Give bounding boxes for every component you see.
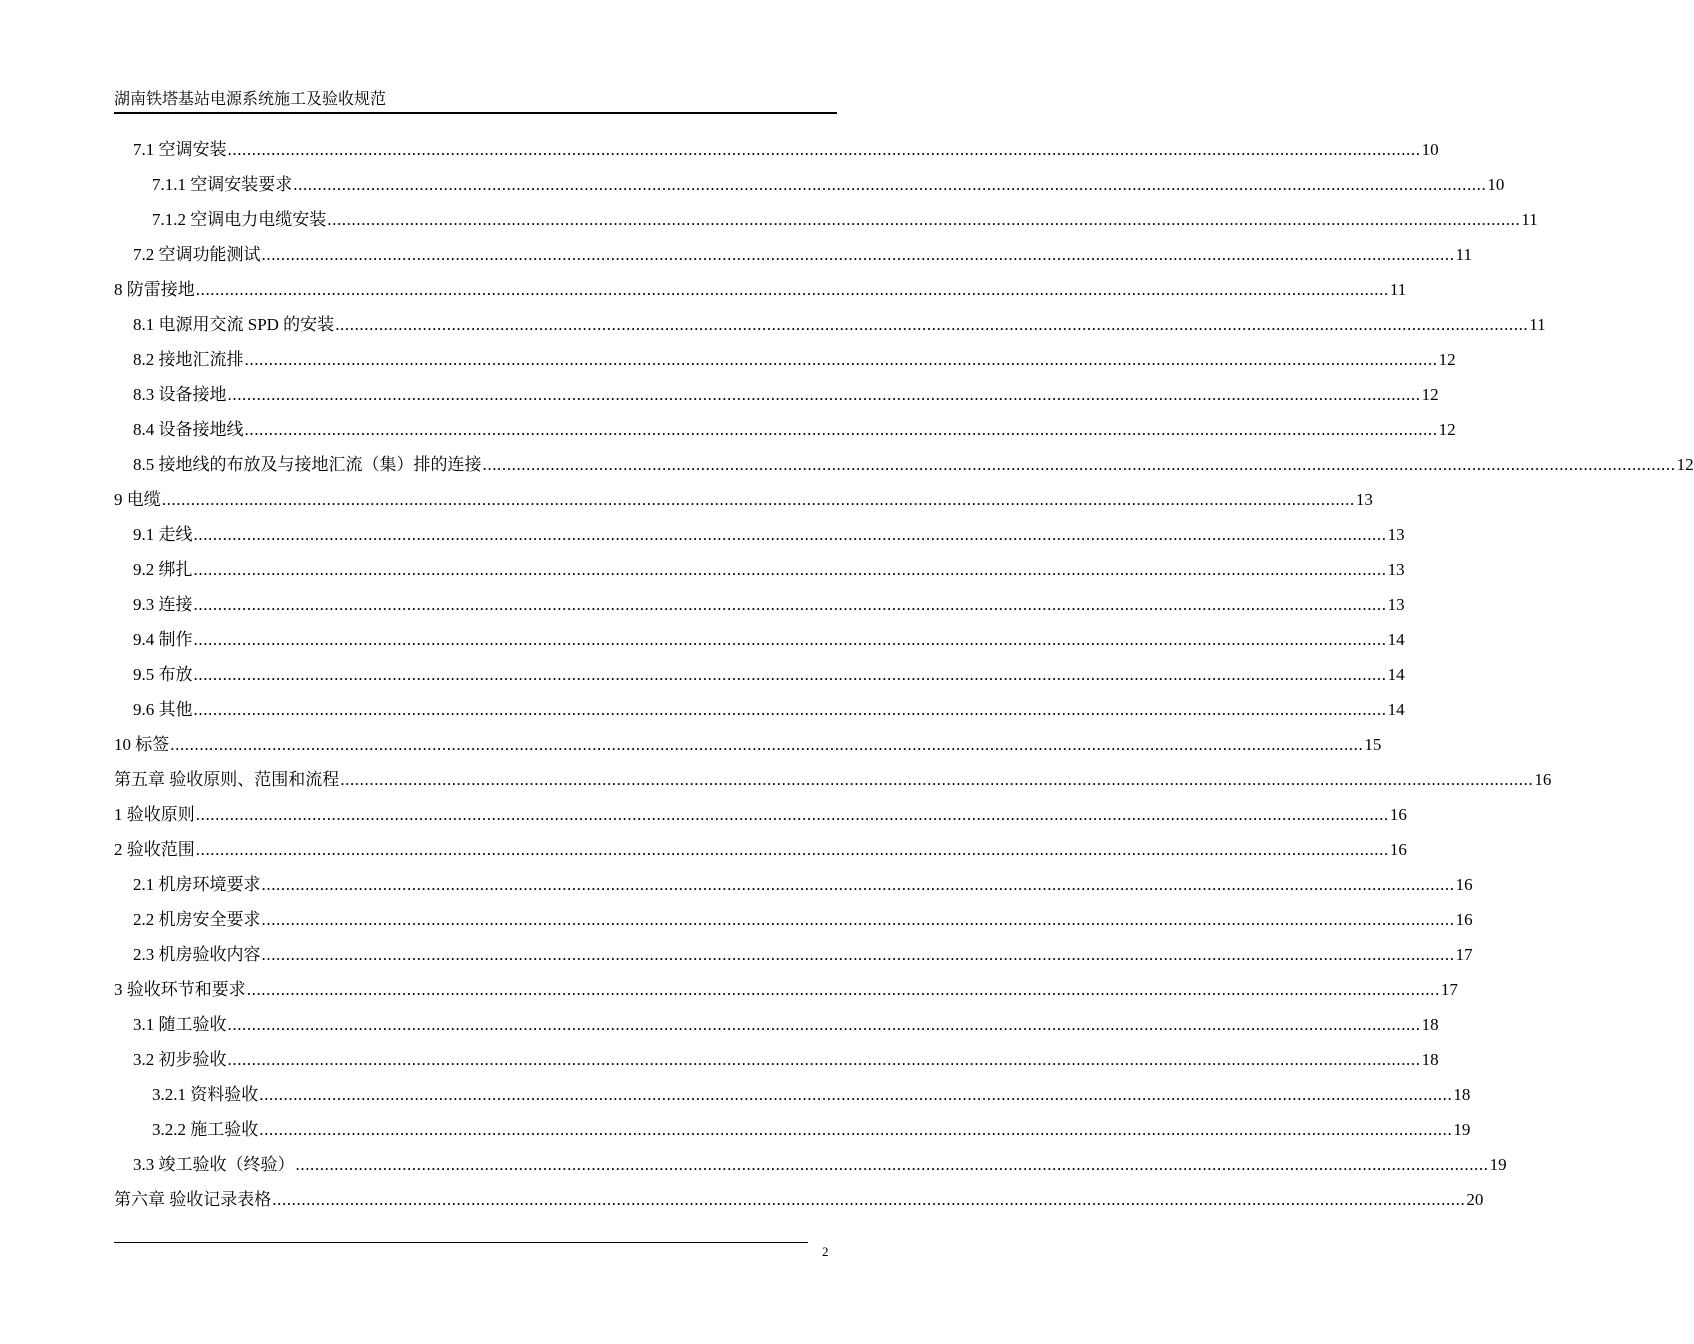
toc-entry-page: 10 <box>1421 140 1439 159</box>
toc-entry-page: 17 <box>1440 980 1458 999</box>
toc-leader-dots: ...................................................................................................................................................................................................................................................... <box>244 350 1438 369</box>
toc-entry[interactable] <box>114 972 1458 1007</box>
toc-entry-title: 7.1 空调安装 <box>133 140 227 159</box>
toc-entry-page: 11 <box>1521 210 1538 229</box>
toc-leader-dots: ...................................................................................................................................................................................................................................................... <box>227 1015 1421 1034</box>
toc-entry[interactable] <box>114 1077 1471 1112</box>
toc-entry-page: 12 <box>1676 455 1694 474</box>
toc-entry-title: 2.2 机房安全要求 <box>133 910 261 929</box>
toc-entry-page: 10 <box>1487 175 1505 194</box>
toc-entry-page: 14 <box>1387 665 1405 684</box>
toc-entry-title: 8.2 接地汇流排 <box>133 350 244 369</box>
toc-entry[interactable] <box>114 1147 1507 1182</box>
toc-entry[interactable] <box>114 1112 1471 1147</box>
toc-leader-dots: ...................................................................................................................................................................................................................................................... <box>193 560 1387 579</box>
toc-entry-title: 3.1 随工验收 <box>133 1015 227 1034</box>
toc-entry-title: 8.5 接地线的布放及与接地汇流（集）排的连接 <box>133 455 482 474</box>
toc-leader-dots: ...................................................................................................................................................................................................................................................... <box>193 525 1387 544</box>
toc-leader-dots: ...................................................................................................................................................................................................................................................... <box>261 945 1455 964</box>
toc-leader-dots: ...................................................................................................................................................................................................................................................... <box>327 210 1521 229</box>
toc-entry[interactable] <box>114 762 1552 797</box>
toc-leader-dots: ...................................................................................................................................................................................................................................................... <box>261 875 1455 894</box>
toc-entry[interactable] <box>114 272 1407 307</box>
toc-entry-title: 7.1.1 空调安装要求 <box>152 175 293 194</box>
toc-entry-page: 17 <box>1455 945 1473 964</box>
toc-entry[interactable] <box>114 797 1407 832</box>
toc-leader-dots: ...................................................................................................................................................................................................................................................... <box>272 1190 1466 1209</box>
toc-entry-page: 15 <box>1364 735 1382 754</box>
toc-entry-title: 7.1.2 空调电力电缆安装 <box>152 210 327 229</box>
toc-entry-title: 3.2.2 施工验收 <box>152 1120 259 1139</box>
toc-leader-dots: ...................................................................................................................................................................................................................................................... <box>340 770 1534 789</box>
toc-entry-title: 第六章 验收记录表格 <box>114 1190 272 1209</box>
toc-entry[interactable] <box>114 622 1405 657</box>
toc-leader-dots: ...................................................................................................................................................................................................................................................... <box>227 1050 1421 1069</box>
toc-entry[interactable] <box>114 202 1538 237</box>
toc-entry[interactable] <box>114 867 1473 902</box>
toc-entry-page: 11 <box>1455 245 1472 264</box>
toc-entry-page: 16 <box>1534 770 1552 789</box>
toc-entry[interactable] <box>114 307 1546 342</box>
toc-entry-page: 14 <box>1387 630 1405 649</box>
toc-entry[interactable] <box>114 237 1472 272</box>
toc-entry-page: 11 <box>1529 315 1546 334</box>
toc-entry-title: 9 电缆 <box>114 490 161 509</box>
toc-leader-dots: ...................................................................................................................................................................................................................................................... <box>335 315 1529 334</box>
toc-entry[interactable] <box>114 482 1373 517</box>
toc-entry-title: 9.5 布放 <box>133 665 193 684</box>
toc-entry-page: 11 <box>1389 280 1407 299</box>
toc-entry-title: 10 标签 <box>114 735 170 754</box>
toc-entry-title: 3 验收环节和要求 <box>114 980 246 999</box>
toc-entry[interactable] <box>114 412 1456 447</box>
toc-entry-title: 9.1 走线 <box>133 525 193 544</box>
toc-entry-page: 19 <box>1453 1120 1471 1139</box>
toc-leader-dots: ...................................................................................................................................................................................................................................................... <box>195 280 1389 299</box>
toc-leader-dots: ...................................................................................................................................................................................................................................................... <box>161 490 1355 509</box>
toc-entry[interactable] <box>114 902 1473 937</box>
toc-entry-page: 18 <box>1421 1015 1439 1034</box>
toc-entry-page: 13 <box>1387 560 1405 579</box>
toc-entry-page: 16 <box>1389 805 1407 824</box>
footer-rule <box>114 1242 808 1243</box>
toc-entry-page: 16 <box>1455 910 1473 929</box>
toc-entry[interactable] <box>114 1007 1439 1042</box>
toc-entry[interactable] <box>114 552 1405 587</box>
toc-leader-dots: ...................................................................................................................................................................................................................................................... <box>482 455 1676 474</box>
toc-entry-title: 8 防雷接地 <box>114 280 195 299</box>
toc-entry-title: 8.4 设备接地线 <box>133 420 244 439</box>
toc-entry[interactable] <box>114 447 1694 482</box>
toc-leader-dots: ...................................................................................................................................................................................................................................................... <box>195 840 1389 859</box>
toc-entry[interactable] <box>114 832 1407 867</box>
toc-entry-title: 2.3 机房验收内容 <box>133 945 261 964</box>
toc-leader-dots: ...................................................................................................................................................................................................................................................... <box>227 140 1421 159</box>
toc-entry-page: 13 <box>1387 595 1405 614</box>
toc-entry[interactable] <box>114 132 1439 167</box>
toc-leader-dots: ...................................................................................................................................................................................................................................................... <box>293 175 1487 194</box>
toc-entry-title: 2 验收范围 <box>114 840 195 859</box>
toc-entry-page: 16 <box>1389 840 1407 859</box>
toc-entry-page: 20 <box>1466 1190 1484 1209</box>
toc-entry-page: 13 <box>1355 490 1373 509</box>
toc-entry[interactable] <box>114 937 1473 972</box>
toc-entry-title: 7.2 空调功能测试 <box>133 245 261 264</box>
document-header: 湖南铁塔基站电源系统施工及验收规范 <box>114 91 387 108</box>
toc-entry[interactable] <box>114 377 1439 412</box>
toc-entry-title: 3.2.1 资料验收 <box>152 1085 259 1104</box>
toc-entry[interactable] <box>114 1182 1484 1217</box>
toc-entry-page: 14 <box>1387 700 1405 719</box>
toc-entry-title: 8.3 设备接地 <box>133 385 227 404</box>
toc-entry-title: 3.3 竣工验收（终验） <box>133 1155 295 1174</box>
toc-entry-title: 2.1 机房环境要求 <box>133 875 261 894</box>
toc-leader-dots: ...................................................................................................................................................................................................................................................... <box>261 910 1455 929</box>
toc-entry[interactable] <box>114 587 1405 622</box>
toc-leader-dots: ...................................................................................................................................................................................................................................................... <box>244 420 1438 439</box>
toc-entry-title: 8.1 电源用交流 SPD 的安装 <box>133 315 335 334</box>
toc-entry[interactable] <box>114 692 1405 727</box>
toc-leader-dots: ...................................................................................................................................................................................................................................................... <box>227 385 1421 404</box>
toc-entry-page: 12 <box>1438 420 1456 439</box>
toc-entry[interactable] <box>114 342 1456 377</box>
toc-leader-dots: ...................................................................................................................................................................................................................................................... <box>246 980 1440 999</box>
toc-entry-page: 13 <box>1387 525 1405 544</box>
toc-entry[interactable] <box>114 727 1382 762</box>
toc-entry-page: 12 <box>1438 350 1456 369</box>
toc-entry-title: 1 验收原则 <box>114 805 195 824</box>
toc-entry[interactable] <box>114 167 1505 202</box>
toc-leader-dots: ...................................................................................................................................................................................................................................................... <box>193 665 1387 684</box>
toc-entry-title: 3.2 初步验收 <box>133 1050 227 1069</box>
toc-entry-page: 18 <box>1453 1085 1471 1104</box>
page-number: 2 <box>822 1244 829 1259</box>
toc-leader-dots: ...................................................................................................................................................................................................................................................... <box>193 595 1387 614</box>
toc-entry[interactable] <box>114 657 1405 692</box>
toc-leader-dots: ...................................................................................................................................................................................................................................................... <box>259 1085 1453 1104</box>
toc-entry-page: 19 <box>1489 1155 1507 1174</box>
toc-entry-title: 9.6 其他 <box>133 700 193 719</box>
toc-entry-page: 18 <box>1421 1050 1439 1069</box>
toc-entry-page: 12 <box>1421 385 1439 404</box>
toc-entry-title: 9.4 制作 <box>133 630 193 649</box>
toc-entry[interactable] <box>114 1042 1439 1077</box>
toc-entry-title: 9.2 绑扎 <box>133 560 193 579</box>
toc-leader-dots: ...................................................................................................................................................................................................................................................... <box>261 245 1455 264</box>
toc-leader-dots: ...................................................................................................................................................................................................................................................... <box>259 1120 1453 1139</box>
toc-entry-page: 16 <box>1455 875 1473 894</box>
toc-leader-dots: ...................................................................................................................................................................................................................................................... <box>170 735 1364 754</box>
header-rule <box>114 112 837 114</box>
toc-entry-title: 9.3 连接 <box>133 595 193 614</box>
toc-leader-dots: ...................................................................................................................................................................................................................................................... <box>193 700 1387 719</box>
toc-entry[interactable] <box>114 517 1405 552</box>
toc-entry-title: 第五章 验收原则、范围和流程 <box>114 770 340 789</box>
table-of-contents <box>114 132 1694 1217</box>
toc-leader-dots: ...................................................................................................................................................................................................................................................... <box>195 805 1389 824</box>
toc-leader-dots: ...................................................................................................................................................................................................................................................... <box>193 630 1387 649</box>
toc-leader-dots: ...................................................................................................................................................................................................................................................... <box>295 1155 1489 1174</box>
